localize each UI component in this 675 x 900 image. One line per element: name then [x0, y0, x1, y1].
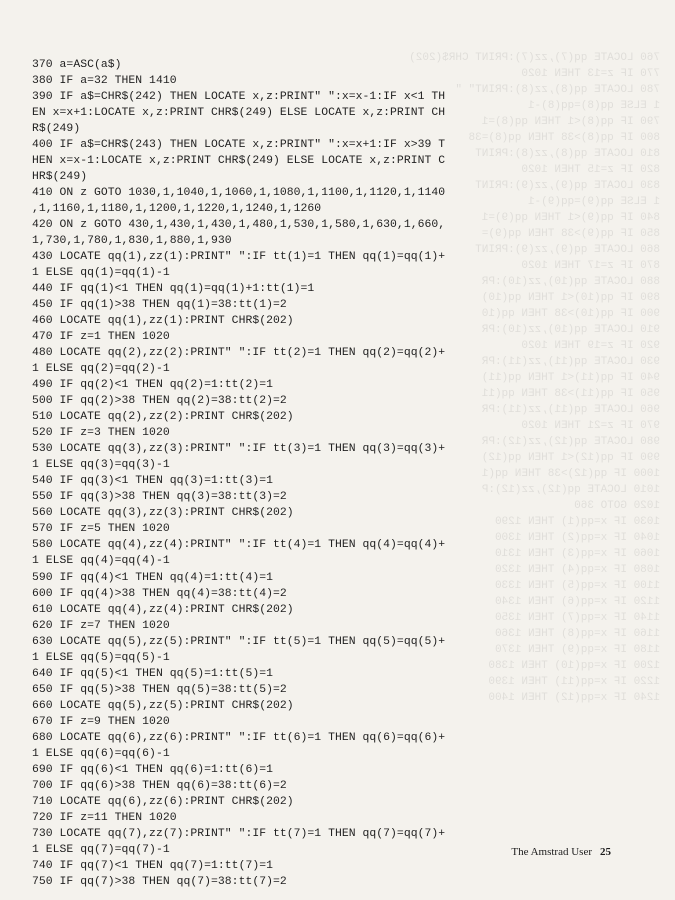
- basic-program-listing: [32, 57, 652, 890]
- code-line: 540 IF qq(3)<1 THEN qq(3)=1:tt(3)=1: [32, 475, 273, 488]
- code-line: 650 IF qq(5)>38 THEN qq(5)=38:tt(5)=2: [32, 683, 287, 696]
- code-line: 600 IF qq(4)>38 THEN qq(4)=38:tt(4)=2: [32, 587, 287, 600]
- code-line: ,1,1160,1,1180,1,1200,1,1220,1,1240,1,1260: [32, 203, 322, 216]
- page-footer: [511, 846, 611, 858]
- code-line: 370 a=ASC(a$): [32, 59, 122, 71]
- code-line: 1,730,1,780,1,830,1,880,1,930: [32, 235, 232, 248]
- code-line: 1 ELSE qq(7)=qq(7)-1: [32, 843, 170, 856]
- page-number: 25: [600, 846, 611, 858]
- code-line: 490 IF qq(2)<1 THEN qq(2)=1:tt(2)=1: [32, 379, 273, 392]
- code-line: HR$(249): [32, 171, 88, 184]
- code-line: 1 ELSE qq(3)=qq(3)-1: [32, 459, 170, 472]
- code-line: 590 IF qq(4)<1 THEN qq(4)=1:tt(4)=1: [32, 571, 273, 584]
- code-line: 570 IF z=5 THEN 1020: [32, 523, 170, 536]
- code-line: 690 IF qq(6)<1 THEN qq(6)=1:tt(6)=1: [32, 763, 273, 776]
- code-line: 620 IF z=7 THEN 1020: [32, 619, 170, 632]
- code-line: 470 IF z=1 THEN 1020: [32, 331, 170, 344]
- code-line: 630 LOCATE qq(5),zz(5):PRINT" ":IF tt(5)=1 THEN qq(5)=qq(5)+: [32, 635, 446, 648]
- code-line: HEN x=x-1:LOCATE x,z:PRINT CHR$(249) ELSE LOCATE x,z:PRINT C: [32, 155, 446, 168]
- code-line: 560 LOCATE qq(3),zz(3):PRINT CHR$(202): [32, 507, 294, 520]
- code-line: EN x=x+1:LOCATE x,z:PRINT CHR$(249) ELSE LOCATE x,z:PRINT CH: [32, 107, 446, 120]
- code-line: 480 LOCATE qq(2),zz(2):PRINT" ":IF tt(2)=1 THEN qq(2)=qq(2)+: [32, 347, 446, 360]
- code-line: 530 LOCATE qq(3),zz(3):PRINT" ":IF tt(3)=1 THEN qq(3)=qq(3)+: [32, 443, 446, 456]
- code-line: 380 IF a=32 THEN 1410: [32, 75, 177, 88]
- code-line: 750 IF qq(7)>38 THEN qq(7)=38:tt(7)=2: [32, 875, 287, 888]
- code-line: 610 LOCATE qq(4),zz(4):PRINT CHR$(202): [32, 603, 294, 616]
- code-line: 520 IF z=3 THEN 1020: [32, 427, 170, 440]
- code-line: 430 LOCATE qq(1),zz(1):PRINT" ":IF tt(1)=1 THEN qq(1)=qq(1)+: [32, 251, 446, 264]
- code-line: 1 ELSE qq(4)=qq(4)-1: [32, 555, 170, 568]
- code-line: 500 IF qq(2)>38 THEN qq(2)=38:tt(2)=2: [32, 395, 287, 408]
- code-line: 440 IF qq(1)<1 THEN qq(1)=qq(1)+1:tt(1)=1: [32, 283, 315, 296]
- code-line: 460 LOCATE qq(1),zz(1):PRINT CHR$(202): [32, 315, 294, 328]
- code-line: 400 IF a$=CHR$(243) THEN LOCATE x,z:PRINT" ":x=x+1:IF x>39 T: [32, 139, 446, 152]
- code-line: 550 IF qq(3)>38 THEN qq(3)=38:tt(3)=2: [32, 491, 287, 504]
- code-line: 510 LOCATE qq(2),zz(2):PRINT CHR$(202): [32, 411, 294, 424]
- code-line: 580 LOCATE qq(4),zz(4):PRINT" ":IF tt(4)=1 THEN qq(4)=qq(4)+: [32, 539, 446, 552]
- code-line: 740 IF qq(7)<1 THEN qq(7)=1:tt(7)=1: [32, 859, 273, 872]
- code-line: 680 LOCATE qq(6),zz(6):PRINT" ":IF tt(6)=1 THEN qq(6)=qq(6)+: [32, 731, 446, 744]
- code-line: 420 ON z GOTO 430,1,430,1,430,1,480,1,530,1,580,1,630,1,660,: [32, 219, 446, 232]
- code-line: 1 ELSE qq(5)=qq(5)-1: [32, 651, 170, 664]
- code-line: 1 ELSE qq(2)=qq(2)-1: [32, 363, 170, 376]
- code-line: 390 IF a$=CHR$(242) THEN LOCATE x,z:PRINT" ":x=x-1:IF x<1 TH: [32, 91, 446, 104]
- code-line: 710 LOCATE qq(6),zz(6):PRINT CHR$(202): [32, 795, 294, 808]
- code-line: 660 LOCATE qq(5),zz(5):PRINT CHR$(202): [32, 699, 294, 712]
- show-through-text: 760 LOCATE qq(7),zz(7):PRINT CHR$(202) 770 IF z=13 THEN 1020 780 LOCATE qq(8),zz(8):PRINT" " 1 ELSE qq(8)=qq(8)-1 790 IF qq(8)<1 THEN qq(8)=1 800 IF qq(8)>38 THEN qq(8)=38 810 LOCATE qq(8),zz(8):PRINT 820 IF z=15 THEN 1020 830 LOCATE qq(9),zz(9):PRINT 1 ELSE qq(9)=qq(9)-1 840 IF qq(9)<1 THEN qq(9)=1 850 IF qq(9)>38 THEN qq(9)= 860 LOCATE qq(9),zz(9):PRINT 870 IF z=17 THEN 1020 880 LOCATE qq(10),zz(10):PR 890 IF qq(10)<1 THEN qq(10) 900 IF qq(10)>38 THEN qq(10 910 LOCATE qq(10),zz(10):PR 920 IF z=19 THEN 1020 930 LOCATE qq(11),zz(11):PR 940 IF qq(11)<1 THEN qq(11) 950 IF qq(11)>38 THEN qq(11 960 LOCATE qq(11),zz(11):PR 970 IF z=21 THEN 1020 980 LOCATE qq(12),zz(12):PR 990 IF qq(12)<1 THEN qq(12) 1000 IF qq(12)>38 THEN qq(1 1010 LOCATE qq(12),zz(12):P 1020 GOTO 360 1030 IF x=qq(1) THEN 1290 1040 IF x=qq(2) THEN 1300 1060 IF x=qq(3) THEN 1310 1080 IF x=qq(4) THEN 1320 1100 IF x=qq(5) THEN 1330 1120 IF x=qq(6) THEN 1340 1140 IF x=qq(7) THEN 1350 1160 IF x=qq(8) THEN 1360 1180 IF x=qq(9) THEN 1370 1200 IF x=qq(10) THEN 1380 1220 IF x=qq(11) THEN 1390 1240 IF x=qq(12) THEN 1400: [409, 52, 660, 704]
- publication-name: The Amstrad User: [511, 846, 592, 858]
- code-line: R$(249): [32, 123, 81, 136]
- code-line: 720 IF z=11 THEN 1020: [32, 811, 177, 824]
- code-line: 1 ELSE qq(6)=qq(6)-1: [32, 747, 170, 760]
- code-line: 730 LOCATE qq(7),zz(7):PRINT" ":IF tt(7)=1 THEN qq(7)=qq(7)+: [32, 827, 446, 840]
- code-line: 410 ON z GOTO 1030,1,1040,1,1060,1,1080,1,1100,1,1120,1,1140: [32, 187, 446, 200]
- code-line: 670 IF z=9 THEN 1020: [32, 715, 170, 728]
- code-line: 640 IF qq(5)<1 THEN qq(5)=1:tt(5)=1: [32, 667, 273, 680]
- code-line: 450 IF qq(1)>38 THEN qq(1)=38:tt(1)=2: [32, 299, 287, 312]
- code-line: 700 IF qq(6)>38 THEN qq(6)=38:tt(6)=2: [32, 779, 287, 792]
- code-line: 1 ELSE qq(1)=qq(1)-1: [32, 267, 170, 280]
